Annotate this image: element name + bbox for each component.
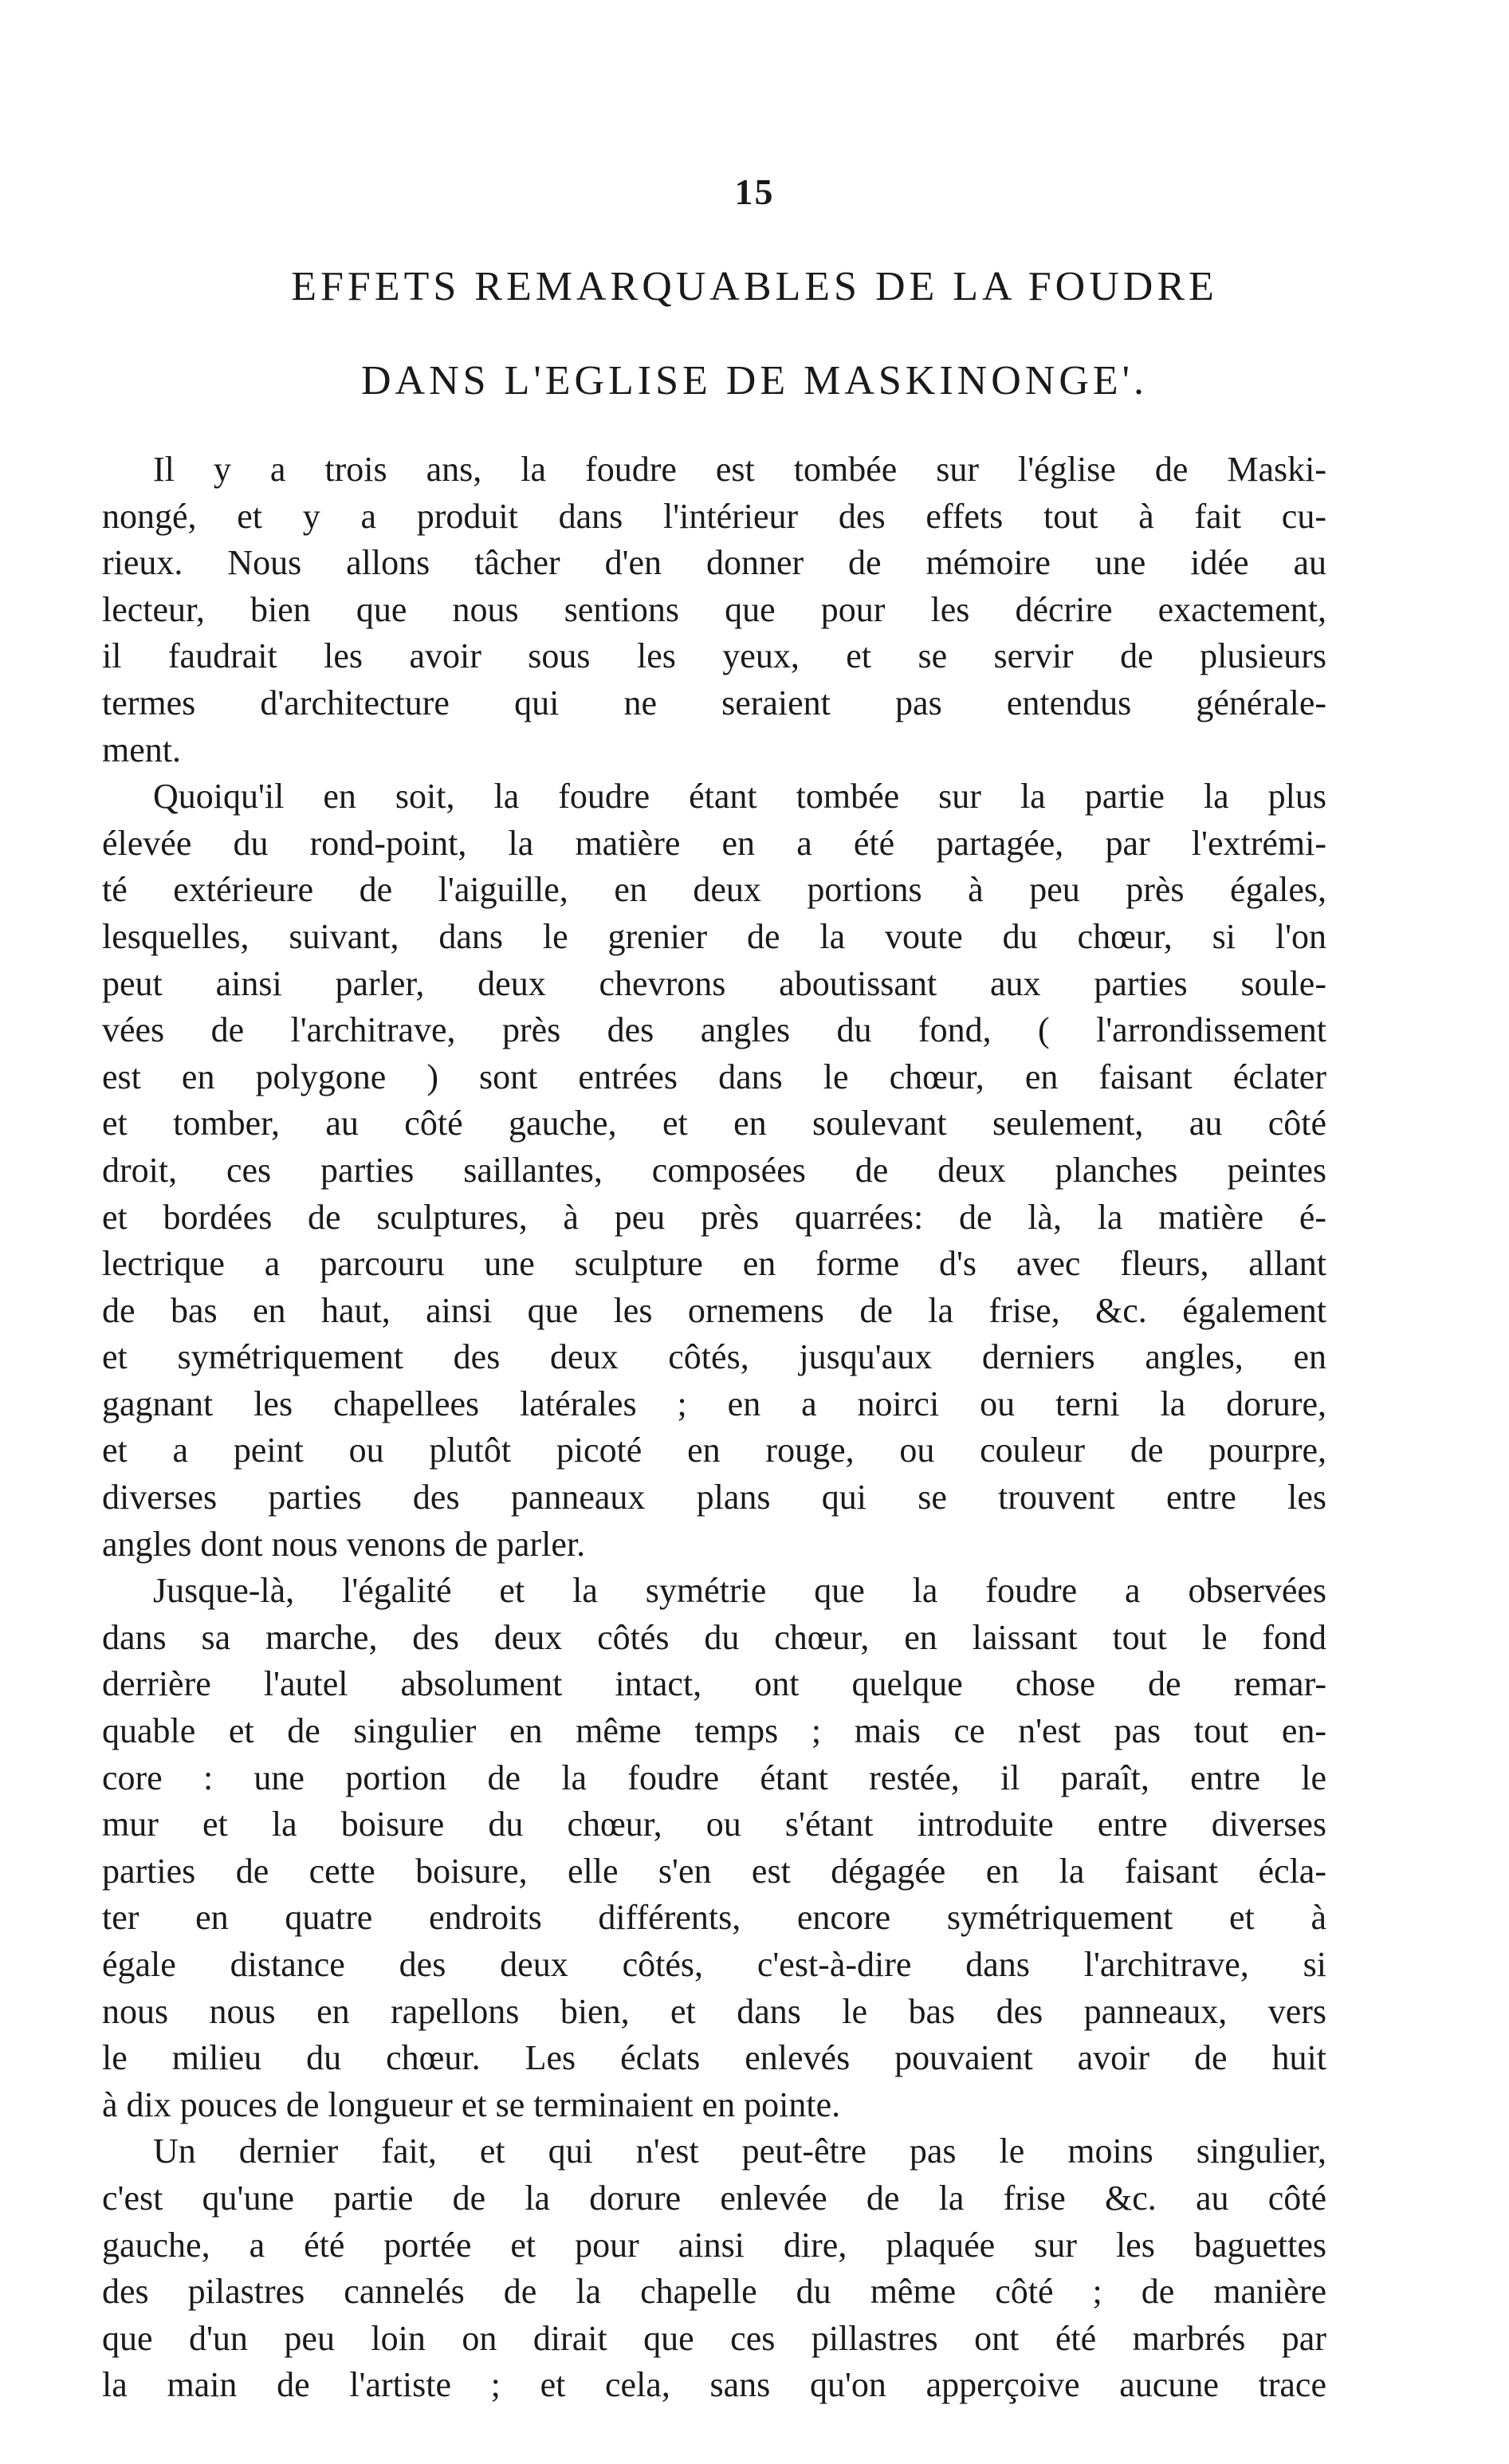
text-line: il faudrait les avoir sous les yeux, et se servir de plusieurs (102, 636, 1326, 676)
text-line: droit, ces parties saillantes, composées de deux planches peintes (102, 1150, 1326, 1190)
text-line: est en polygone ) sont entrées dans le chœur, en faisant éclater (102, 1057, 1326, 1096)
paragraph-4 (102, 2128, 1326, 2409)
text-line: diverses parties des panneaux plans qui se trouvent entre les (102, 1478, 1326, 1517)
text-line: ment. (102, 730, 181, 770)
page-number: 15 (734, 171, 775, 212)
text-line: lectrique a parcouru une sculpture en forme d's avec fleurs, allant (102, 1244, 1326, 1284)
text-line: nous nous en rapellons bien, et dans le bas des panneaux, vers (102, 1991, 1326, 2031)
text-line: parties de cette boisure, elle s'en est dégagée en la faisant écla- (102, 1851, 1326, 1891)
article-title-line-1: EFFETS REMARQUABLES DE LA FOUDRE (291, 264, 1218, 309)
text-line: quable et de singulier en même temps ; mais ce n'est pas tout en- (102, 1711, 1326, 1751)
text-line: Un dernier fait, et qui n'est peut-être pas le moins singulier, (153, 2131, 1326, 2171)
text-line: nongé, et y a produit dans l'intérieur des effets tout à fait cu- (102, 496, 1326, 536)
text-line: et bordées de sculptures, à peu près quarrées: de là, la matière é- (102, 1197, 1326, 1237)
text-line: té extérieure de l'aiguille, en deux portions à peu près égales, (102, 870, 1326, 910)
text-line: ter en quatre endroits différents, encore symétriquement et à (102, 1898, 1326, 1938)
text-line: gauche, a été portée et pour ainsi dire, plaquée sur les baguettes (102, 2225, 1326, 2265)
article-body (102, 447, 1326, 2409)
text-line: rieux. Nous allons tâcher d'en donner de mémoire une idée au (102, 543, 1326, 583)
text-line: angles dont nous venons de parler. (102, 1524, 586, 1564)
text-line: vées de l'architrave, près des angles du fond, ( l'arrondissement (102, 1010, 1326, 1050)
text-line: lesquelles, suivant, dans le grenier de la voute du chœur, si l'on (102, 916, 1326, 956)
text-line: gagnant les chapellees latérales ; en a noirci ou terni la dorure, (102, 1384, 1326, 1423)
text-line: c'est qu'une partie de la dorure enlevée de la frise &c. au côté (102, 2178, 1326, 2218)
text-line: derrière l'autel absolument intact, ont quelque chose de remar- (102, 1664, 1326, 1704)
text-line: Il y a trois ans, la foudre est tombée sur l'église de Maski- (153, 450, 1326, 489)
text-line: et tomber, au côté gauche, et en soulevant seulement, au côté (102, 1104, 1326, 1143)
paragraph-1 (102, 447, 1326, 773)
text-line: termes d'architecture qui ne seraient pas entendus générale- (102, 683, 1326, 722)
text-line: mur et la boisure du chœur, ou s'étant introduite entre diverses (102, 1805, 1326, 1844)
text-line: core : une portion de la foudre étant restée, il paraît, entre le (102, 1757, 1326, 1797)
text-line: lecteur, bien que nous sentions que pour les décrire exactement, (102, 589, 1326, 629)
text-line: Quoiqu'il en soit, la foudre étant tombée sur la partie la plus (153, 777, 1326, 817)
text-line: la main de l'artiste ; et cela, sans qu'on apperçoive aucune trace (102, 2365, 1326, 2405)
text-line: des pilastres cannelés de la chapelle du même côté ; de manière (102, 2272, 1326, 2312)
text-line: dans sa marche, des deux côtés du chœur, en laissant tout le fond (102, 1617, 1326, 1657)
text-line: Jusque-là, l'égalité et la symétrie que la foudre a observées (153, 1571, 1326, 1611)
text-line: peut ainsi parler, deux chevrons aboutissant aux parties soule- (102, 963, 1326, 1003)
text-line: et symétriquement des deux côtés, jusqu'aux derniers angles, en (102, 1337, 1326, 1377)
text-line: que d'un peu loin on dirait que ces pillastres ont été marbrés par (102, 2318, 1326, 2358)
article-title-line-2: DANS L'EGLISE DE MASKINONGE'. (360, 358, 1149, 403)
paragraph-3 (102, 1568, 1326, 2128)
text-line: élevée du rond-point, la matière en a été partagée, par l'extrémi- (102, 823, 1326, 863)
text-line: égale distance des deux côtés, c'est-à-dire dans l'architrave, si (102, 1945, 1326, 1984)
paragraph-2 (102, 773, 1326, 1568)
text-line: et a peint ou plutôt picoté en rouge, ou couleur de pourpre, (102, 1431, 1326, 1470)
text-line: à dix pouces de longueur et se terminaient en pointe. (102, 2084, 841, 2124)
text-line: de bas en haut, ainsi que les ornemens de la frise, &c. également (102, 1290, 1326, 1330)
text-line: le milieu du chœur. Les éclats enlevés pouvaient avoir de huit (102, 2038, 1326, 2078)
